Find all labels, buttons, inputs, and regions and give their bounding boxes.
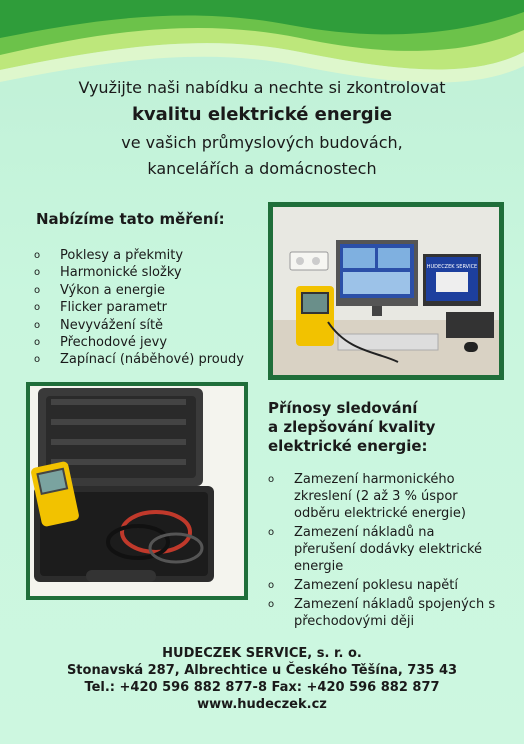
offer-item-text: Nevyvážení sítě — [60, 317, 164, 333]
benefit-line: odběru elektrické energie) — [294, 506, 466, 521]
bullet-icon: o — [34, 284, 41, 296]
benefit-line: Zamezení harmonického — [294, 472, 455, 487]
bullet-icon: o — [268, 580, 275, 591]
screen-label: HUDECZEK SERVICE — [426, 264, 478, 270]
intro-line-1: Využijte naši nabídku a nechte si zkontrolovat — [78, 78, 446, 97]
benefits-title-line: a zlepšování kvality — [268, 418, 436, 436]
benefit-item — [268, 524, 518, 575]
benefits-title-line: elektrické energie: — [268, 437, 428, 455]
contact-footer — [0, 645, 524, 713]
company-name: HUDECZEK SERVICE, s. r. o. — [162, 646, 362, 661]
analyzer-case-image — [26, 382, 248, 600]
bullet-icon: o — [268, 527, 275, 538]
offer-item-text: Zapínací (náběhové) proudy — [60, 352, 244, 368]
bullet-icon: o — [34, 250, 41, 261]
offer-item-text: Přechodové jevy — [60, 334, 168, 350]
intro-line-4: kancelářích a domácnostech — [147, 159, 377, 178]
analyzer-desk-image — [268, 202, 504, 380]
benefit-line: přechodovými ději — [294, 614, 415, 629]
analyzer-desk-photo — [268, 202, 504, 380]
benefits-title — [268, 399, 435, 456]
offer-item — [34, 264, 244, 281]
offer-item — [34, 282, 244, 299]
benefit-line: Zamezení poklesu napětí — [294, 578, 458, 593]
bullet-icon: o — [34, 354, 41, 366]
benefit-line: energie — [294, 559, 344, 574]
company-phone-fax: Tel.: +420 596 882 877-8 Fax: +420 596 882 877 — [84, 680, 440, 695]
bullet-icon: o — [34, 267, 41, 279]
bullet-icon: o — [34, 336, 41, 348]
offer-item-text: Harmonické složky — [60, 265, 182, 281]
intro-headline: kvalitu elektrické energie — [131, 104, 393, 125]
company-address: Stonavská 287, Albrechtice u Českého Těšína, 735 43 — [66, 663, 458, 678]
offer-title: Nabízíme tato měření: — [36, 210, 225, 228]
benefit-line: zkreslení (2 až 3 % úspor — [294, 489, 458, 504]
company-website[interactable]: www.hudeczek.cz — [197, 697, 327, 712]
offer-list — [34, 247, 244, 369]
offer-item — [34, 299, 244, 316]
benefit-line: Zamezení nákladů spojených s — [294, 597, 496, 612]
bullet-icon: o — [268, 599, 275, 610]
bullet-icon: o — [268, 474, 275, 485]
benefit-item — [268, 577, 518, 594]
analyzer-case-photo — [26, 382, 248, 600]
offer-item — [34, 317, 244, 334]
benefit-item — [268, 471, 518, 522]
offer-item-text: Výkon a energie — [60, 282, 165, 298]
benefit-line: Zamezení nákladů na — [294, 525, 435, 540]
benefit-item — [268, 596, 518, 630]
benefits-list — [268, 471, 518, 632]
offer-item-text: Flicker parametr — [60, 300, 168, 316]
benefit-line: přerušení dodávky elektrické — [294, 542, 483, 557]
offer-item — [34, 334, 244, 351]
intro-line-3: ve vašich průmyslových budovách, — [121, 133, 403, 152]
bullet-icon: o — [34, 302, 41, 314]
offer-item-text: Poklesy a překmity — [60, 248, 184, 263]
offer-item — [34, 351, 244, 368]
benefits-title-line: Přínosy sledování — [268, 399, 418, 417]
offer-item — [34, 247, 244, 264]
bullet-icon: o — [34, 319, 41, 331]
